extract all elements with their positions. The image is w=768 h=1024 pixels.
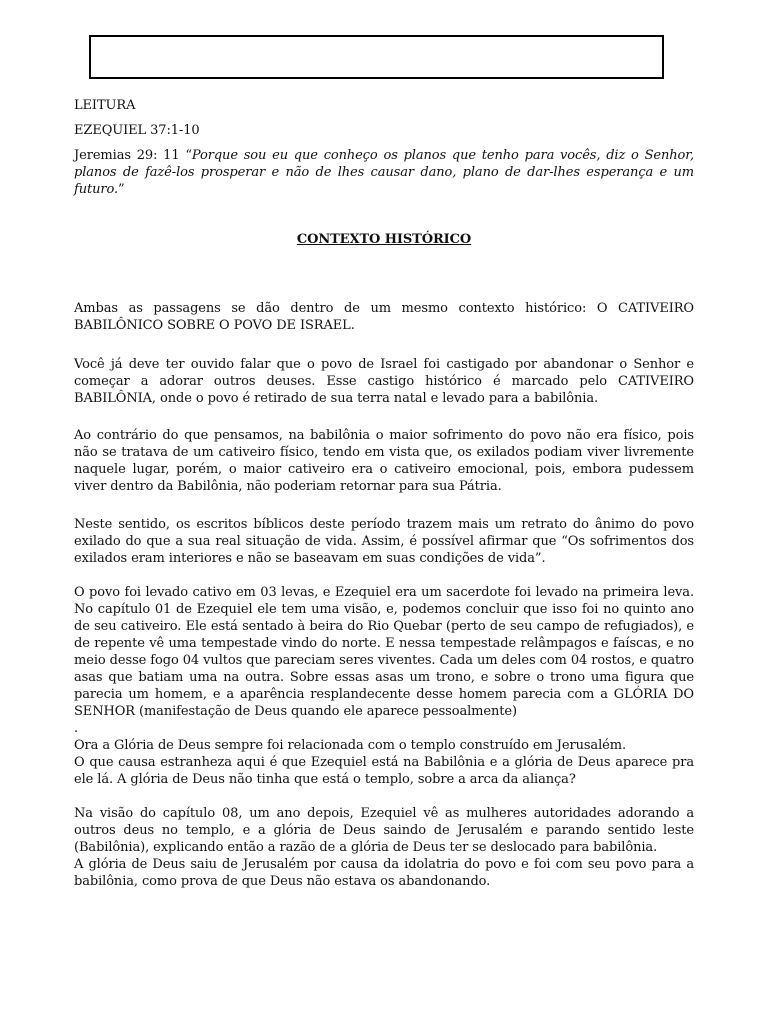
paragraph: Ao contrário do que pensamos, na babilônia o maior sofrimento do povo não era físico, pois não se tratava de um cativeiro físico, tendo em vista que, os exilados podiam viver livremente naquele lugar, porém, o maior cativeiro era o cativeiro emocional, pois, embora pudessem viver dentro da Babilônia, não poderiam retornar para sua Pátria. <box>74 428 694 494</box>
paragraph: O que causa estranheza aqui é que Ezequiel está na Babilônia e a glória de Deus aparece pra ele lá. A glória de Deus não tinha que está o templo, sobre a arca da aliança? <box>74 755 694 787</box>
verse-reference: Jeremias 29: 11 “ <box>74 148 192 163</box>
section-title: CONTEXTO HISTÓRICO <box>296 232 472 247</box>
paragraph: Neste sentido, os escritos bíblicos deste período trazem mais um retrato do ânimo do povo exilado do que a sua real situação de vida. Assim, é possível afirmar que “Os sofrimentos dos exilados eram interiores e não se baseavam em suas condições de vida”. <box>74 517 694 566</box>
document-body <box>74 97 694 890</box>
paragraph: A glória de Deus saiu de Jerusalém por causa da idolatria do povo e foi com seu povo para a babilônia, como prova de que Deus não estava os abandonando. <box>74 857 694 889</box>
paragraph: Você já deve ter ouvido falar que o povo de Israel foi castigado por abandonar o Senhor e começar a adorar outros deuses. Esse castigo histórico é marcado pelo CATIVEIRO BABILÔNIA, onde o povo é retirado de sua terra natal e levado para a babilônia. <box>74 357 694 406</box>
paragraph: . <box>74 721 79 736</box>
verse-close: ” <box>118 182 125 197</box>
verse-text: Porque sou eu que conheço os planos que tenho para vocês, diz o Senhor, planos de fazê-los prosperar e não de lhes causar dano, plano de dar-lhes esperança e um futuro. <box>74 148 694 197</box>
paragraph: O povo foi levado cativo em 03 levas, e Ezequiel era um sacerdote foi levado na primeira leva. No capítulo 01 de Ezequiel ele tem uma visão, e, podemos concluir que isso foi no quinto ano de seu cativeiro. Ele está sentado à beira do Rio Quebar (perto de seu campo de refugiados), e de repente vê uma tempestade vindo do norte. E nessa tempestade relâmpagos e faíscas, e no meio desse fogo 04 vultos que pareciam seres viventes. Cada um deles com 04 rostos, e quatro asas que batiam uma na outra. Sobre essas asas um trono, e sobre o trono uma figura que parecia um homem, e a aparência resplandecente desse homem parecia com a GLÓRIA DO SENHOR (manifestação de Deus quando ele aparece pessoalmente) <box>74 585 694 719</box>
paragraph: Na visão do capítulo 08, um ano depois, Ezequiel vê as mulheres autoridades adorando a outros deus no templo, e a glória de Deus saindo de Jerusalém e parando sentido leste (Babilônia), explicando então a razão de a glória de Deus ter se deslocado para babilônia. <box>74 806 694 855</box>
paragraph: Ora a Glória de Deus sempre foi relacionada com o templo construído em Jerusalém. <box>74 738 626 753</box>
paragraph: Ambas as passagens se dão dentro de um mesmo contexto histórico: O CATIVEIRO BABILÔNICO SOBRE O POVO DE ISRAEL. <box>74 301 694 333</box>
leitura-label: LEITURA <box>74 98 136 113</box>
verse-quote <box>74 147 694 198</box>
header-box <box>89 35 664 79</box>
reading-reference: EZEQUIEL 37:1-10 <box>74 123 200 138</box>
